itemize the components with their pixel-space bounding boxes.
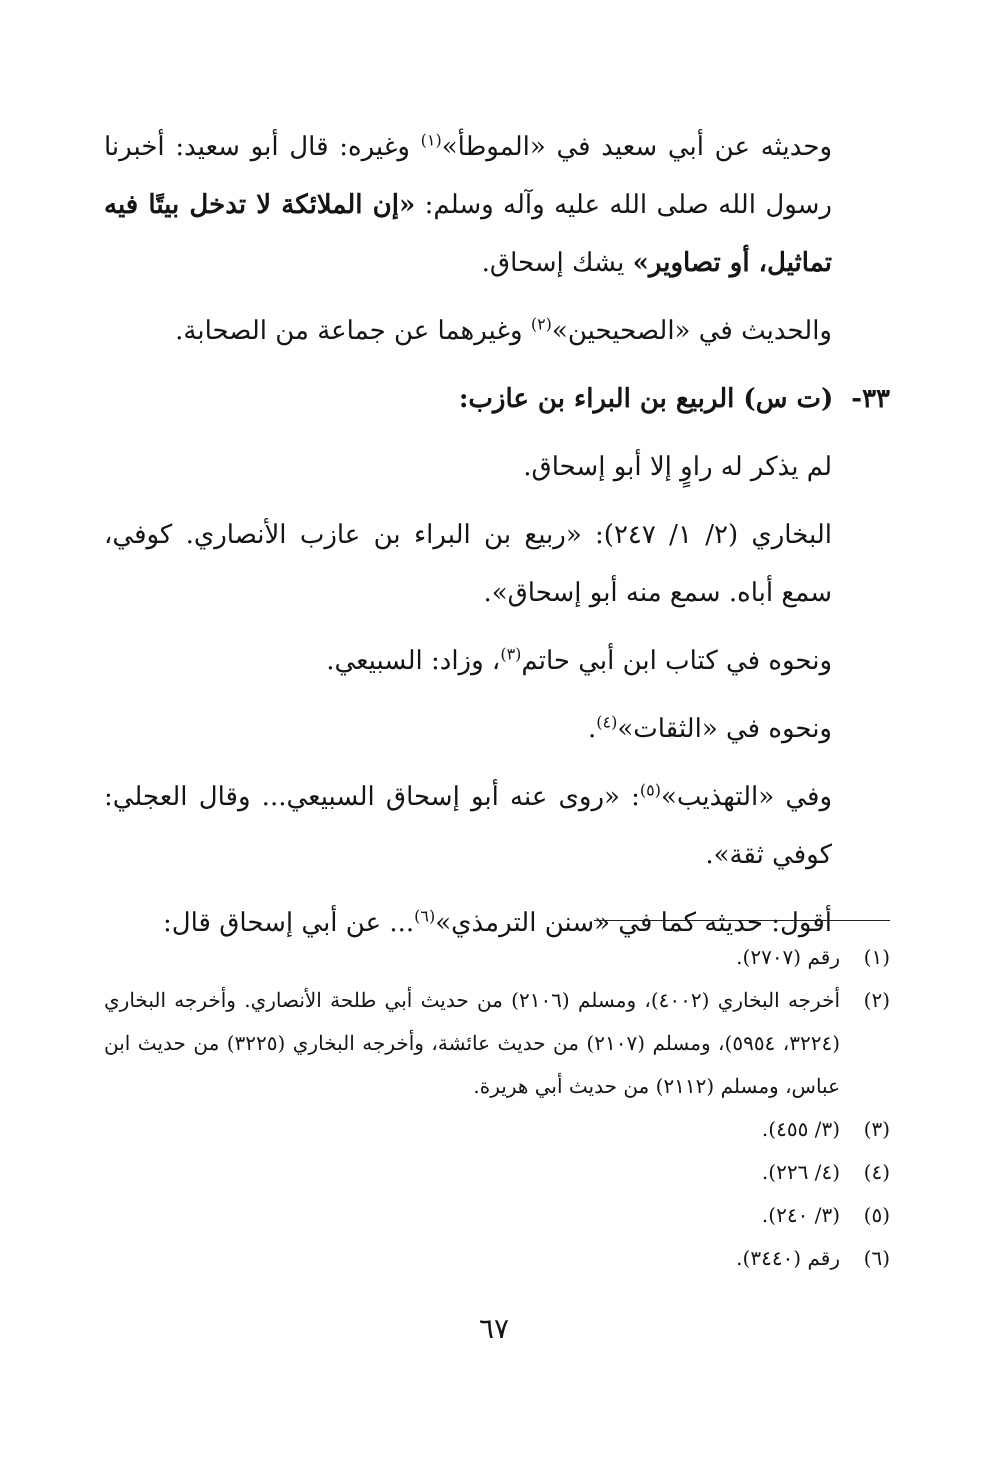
paragraph-6-text-b: .	[588, 714, 597, 744]
paragraph-6-text-a: ونحوه في «الثقات»	[617, 714, 832, 744]
paragraph-4: البخاري (٢/ ١/ ٢٤٧): «ربيع بن البراء بن عازب الأنصاري. كوفي، سمع أباه. سمع منه أبو إسحاق».	[104, 520, 833, 608]
paragraph-2	[104, 302, 890, 360]
paragraph-5	[104, 632, 890, 690]
footnote-ref-5: (٥)	[639, 780, 661, 800]
footnote-3	[104, 1108, 890, 1151]
paragraph-1-text-a: وحديثه عن أبي سعيد في «الموطأ»	[441, 132, 832, 162]
footnote-5	[104, 1194, 890, 1237]
footnote-6	[104, 1237, 890, 1280]
footnote-ref-1: (١)	[420, 130, 442, 150]
paragraph-3: لم يذكر له راوٍ إلا أبو إسحاق.	[523, 452, 832, 482]
footnote-1	[104, 936, 890, 979]
footnote-2	[104, 979, 890, 1108]
paragraph-2-text-a: والحديث في «الصحيحين»	[551, 316, 832, 346]
footnote-number: (٤)	[863, 1160, 890, 1184]
footnotes	[104, 936, 890, 1280]
paragraph-1-text-b: وغيره: قال أبو سعيد: أخبرنا رسول الله صلى الله عليه وآله وسلم:	[104, 132, 832, 220]
footnote-number: (٥)	[863, 1203, 890, 1227]
paragraph-1	[104, 118, 890, 292]
paragraph-5-text-b: ، وزاد: السبيعي.	[326, 646, 501, 676]
entry-title: (ت س) الربيع بن البراء بن عازب:	[458, 384, 834, 414]
paragraph-2-text-b: وغيرهما عن جماعة من الصحابة.	[175, 316, 531, 346]
entry-number: ٣٣-	[851, 384, 890, 414]
footnote-number: (٣)	[863, 1117, 890, 1141]
footnote-separator	[594, 920, 890, 921]
footnote-text: (٣/ ٤٥٥).	[761, 1117, 840, 1141]
hadith-quote: «إن الملائكة لا تدخل بيتًا فيه تماثيل، أو تصاوير»	[104, 190, 832, 278]
page-number: ٦٧	[478, 1312, 510, 1345]
footnote-ref-3: (٣)	[500, 644, 522, 664]
footnote-text: رقم (٣٤٤٠).	[736, 1246, 840, 1270]
footnote-ref-4: (٤)	[596, 712, 618, 732]
footnote-number: (٢)	[863, 988, 890, 1012]
footnote-text: رقم (٢٧٠٧).	[736, 945, 840, 969]
paragraph-7-text-a: وفي «التهذيب»	[660, 782, 832, 812]
paragraph-5-text-a: ونحوه في كتاب ابن أبي حاتم	[521, 646, 832, 676]
footnote-number: (١)	[863, 945, 890, 969]
footnote-text: (٤/ ٢٢٦).	[761, 1160, 840, 1184]
paragraph-7	[104, 768, 890, 884]
paragraph-1-text-c: يشك إسحاق.	[481, 248, 633, 278]
entry-heading	[104, 370, 890, 428]
footnote-ref-6: (٦)	[414, 906, 436, 926]
paragraph-7-text-b: : «روى عنه أبو إسحاق السبيعي... وقال العجلي: كوفي ثقة».	[104, 782, 832, 870]
footnote-ref-2: (٢)	[530, 314, 552, 334]
paragraph-6	[104, 700, 890, 758]
main-text	[104, 118, 890, 952]
paragraph-8-text-b: ... عن أبي إسحاق قال:	[162, 908, 415, 938]
footnote-number: (٦)	[863, 1246, 890, 1270]
paragraph-8-text-a: أقول: حديثه كما في «سنن الترمذي»	[435, 908, 832, 938]
footnote-4	[104, 1151, 890, 1194]
footnote-text: أخرجه البخاري (٤٠٠٢)، ومسلم (٢١٠٦) من حديث أبي طلحة الأنصاري. وأخرجه البخاري (٣٢٢٤، ٥٩٥٤)، ومسلم (٢١٠٧) من حديث عائشة، وأخرجه البخاري (٣٢٢٥) من حديث ابن عباس، ومسلم (٢١١٢) من حديث أبي هريرة.	[104, 988, 840, 1098]
footnote-text: (٣/ ٢٤٠).	[761, 1203, 840, 1227]
